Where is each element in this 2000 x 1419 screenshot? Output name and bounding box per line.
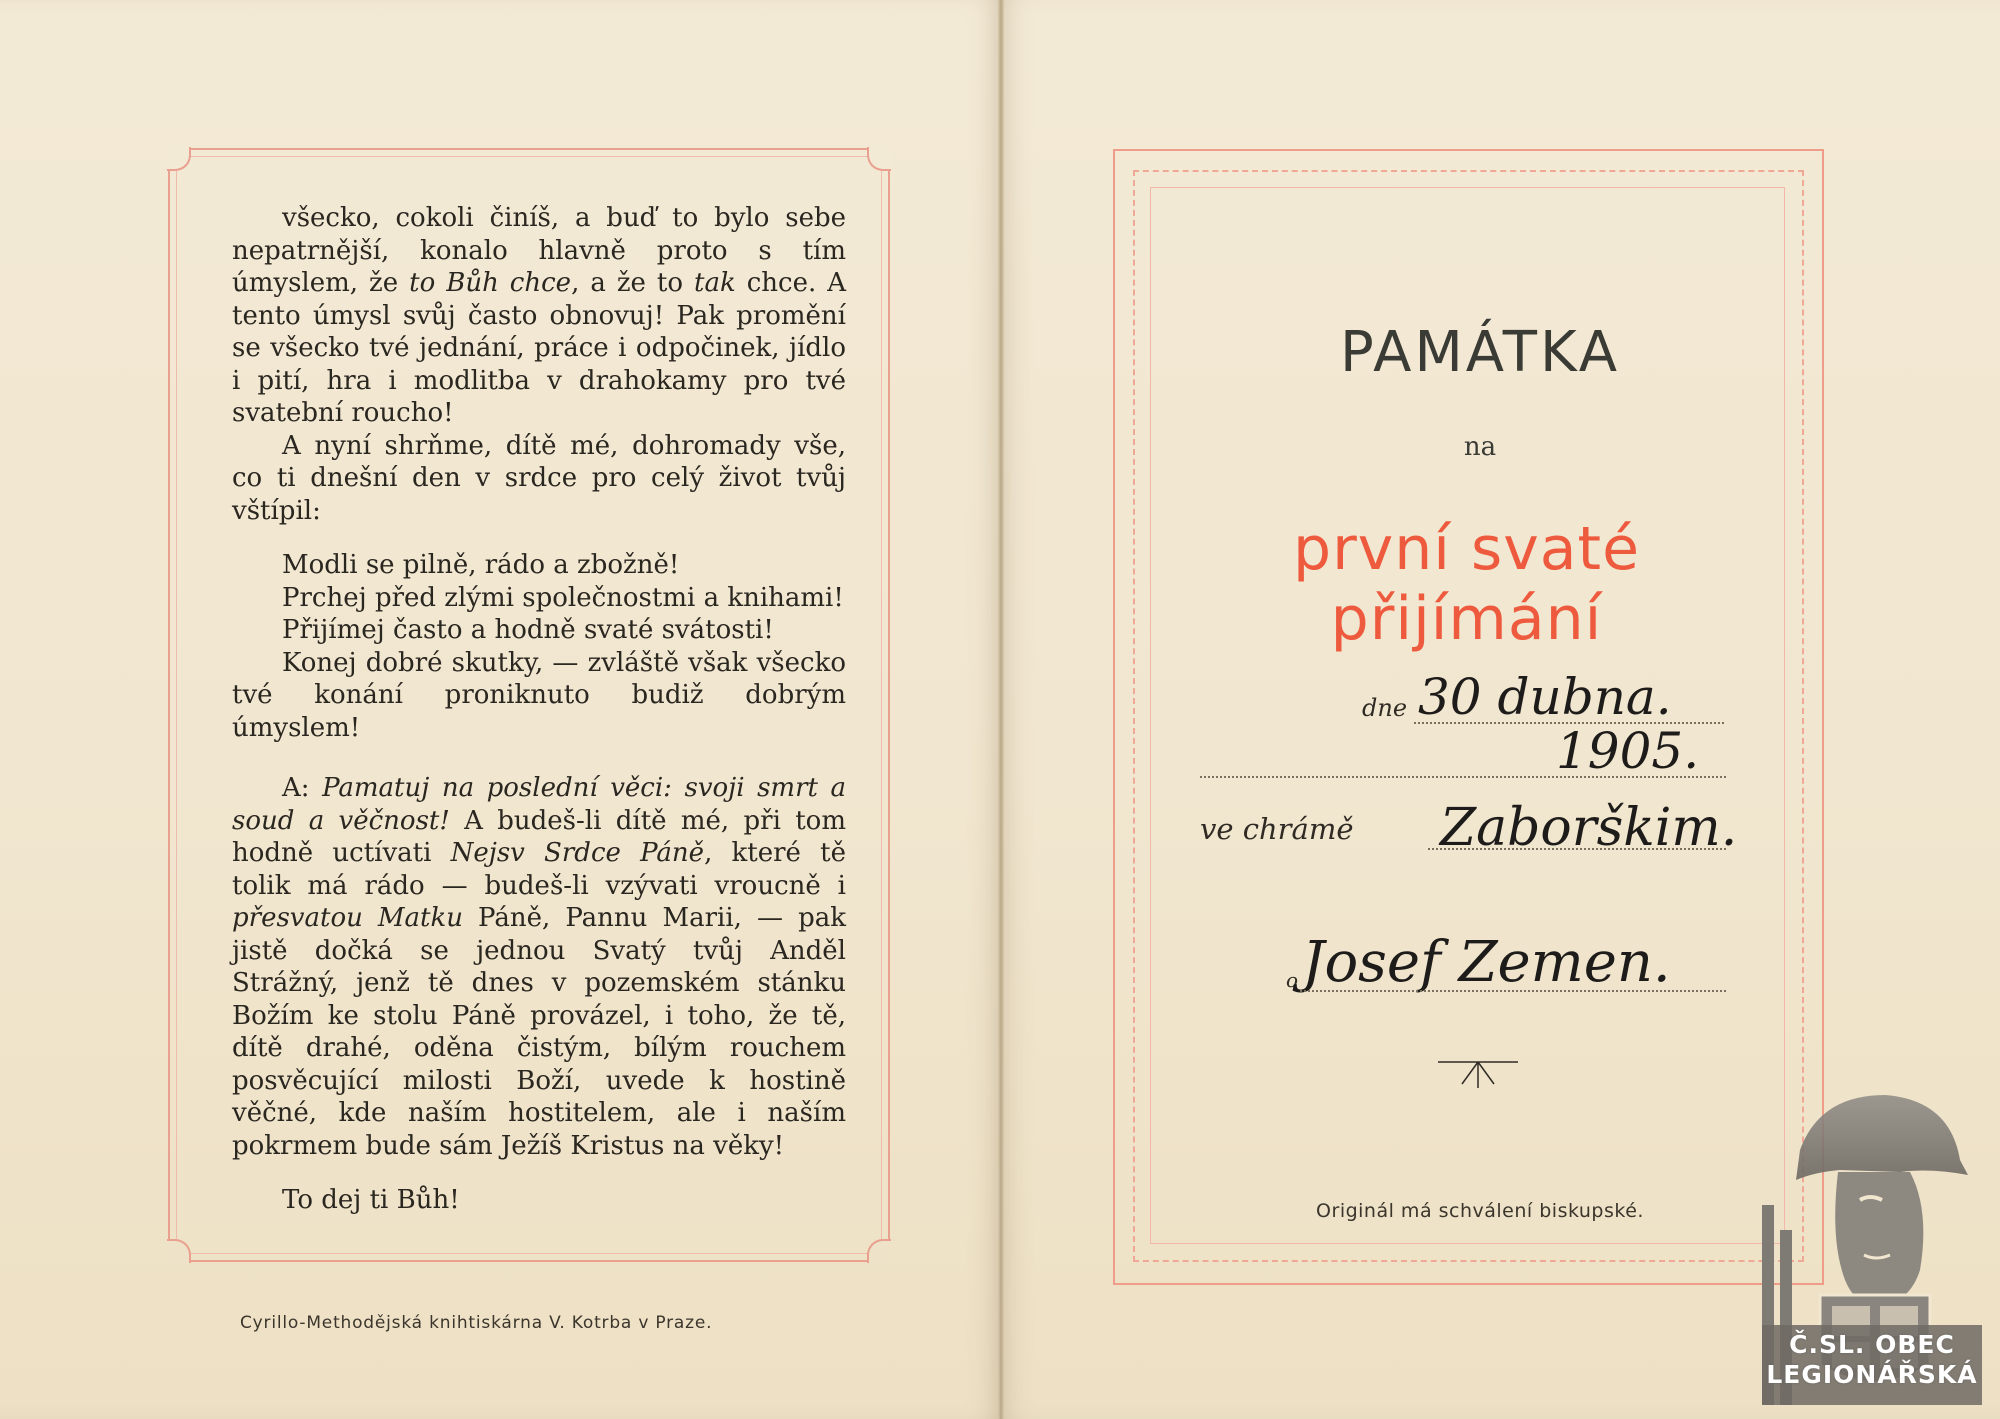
paragraph: Modli se pilně, rádo a zbožně! bbox=[282, 550, 680, 580]
year-dotted-line bbox=[1200, 776, 1726, 778]
approval-note: Originál má schválení biskupské. bbox=[1316, 1200, 1644, 1222]
legion-logo-text bbox=[1766, 1330, 1978, 1390]
title-preposition: na bbox=[1463, 432, 1497, 462]
ornament-icon bbox=[1438, 1054, 1518, 1090]
printer-imprint: Cyrillo-Methodějská knihtiskárna V. Kotrba v Praze. bbox=[240, 1313, 713, 1333]
year-handwritten: 1905. bbox=[1556, 722, 1700, 780]
paragraph: Prchej před zlými společnostmi a knihami! bbox=[282, 582, 844, 613]
church-handwritten: Zaborškim. bbox=[1440, 798, 1738, 858]
name-label: o bbox=[1286, 968, 1299, 992]
paragraph: A: Pamatuj na poslední věci: svoji smrt a soud a věčnost! A budeš-li dítě mé, při tom hodně uctívati Nejsv Srdce Páně, které tě tolik má rádo — budeš-li vzývati vroucně i přesvatou Matku Páně, Pannu Marii, — pak jistě dočká se jednou Svatý tvůj Anděl Strážný, jenž tě dnes v pozemském stánku Božím ke stolu Páně provázel, i toho, že tě, dítě drahé, oděna čistým, bílým rouchem posvěcující milosti Boží, uvede k hostině věčné, kde naším hostitelem, ale i naším pokrmem bude sám Ježíš Kristus na věky! bbox=[232, 773, 846, 1161]
emphasis: Nejsv Srdce Páně bbox=[450, 838, 705, 868]
emphasis: přesvatou Matku bbox=[232, 903, 463, 933]
emphasis: to Bůh chce bbox=[409, 268, 572, 298]
logo-line-2: LEGIONÁŘSKÁ bbox=[1766, 1360, 1978, 1389]
church-label: ve chrámě bbox=[1200, 812, 1354, 846]
paragraph: A nyní shrňme, dítě mé, dohromady vše, co ti dnešní den v srdce pro celý život tvůj vštípil: bbox=[232, 430, 846, 526]
occasion-heading: první svaté přijímání bbox=[1292, 514, 1640, 654]
name-dotted-line bbox=[1300, 990, 1726, 992]
emphasis: tak bbox=[694, 268, 736, 298]
card-title: PAMÁTKA bbox=[1339, 320, 1621, 385]
left-page-text bbox=[232, 202, 846, 1217]
date-label: dne bbox=[1362, 694, 1408, 722]
page-fold bbox=[998, 0, 1004, 1419]
paragraph: Konej dobré skutky, — zvláště však všecko tvé konání proniknuto budiž dobrým úmyslem! bbox=[232, 647, 846, 743]
date-handwritten: 30 dubna. bbox=[1418, 668, 1672, 726]
paragraph: To dej ti Bůh! bbox=[282, 1185, 460, 1215]
emphasis: Pamatuj na poslední věci: svoji smrt a soud a věčnost! bbox=[232, 773, 846, 836]
logo-line-1: Č.SL. OBEC bbox=[1789, 1330, 1955, 1359]
church-dotted-line bbox=[1428, 848, 1726, 850]
paragraph: Přijímej často a hodně svaté svátosti! bbox=[282, 615, 774, 645]
paragraph: všecko, cokoli činíš, a buď to bylo sebe nepatrnější, konalo hlavně proto s tím úmyslem, že to Bůh chce, a že to tak chce. A tento úmysl svůj často obnovuj! Pak promění se všecko tvé jednání, práce i odpočinek, jídlo i pití, hra i modlitba v drahokamy pro tvé svatební roucho! bbox=[232, 203, 847, 428]
name-handwritten: Josef Zemen. bbox=[1302, 930, 1671, 995]
